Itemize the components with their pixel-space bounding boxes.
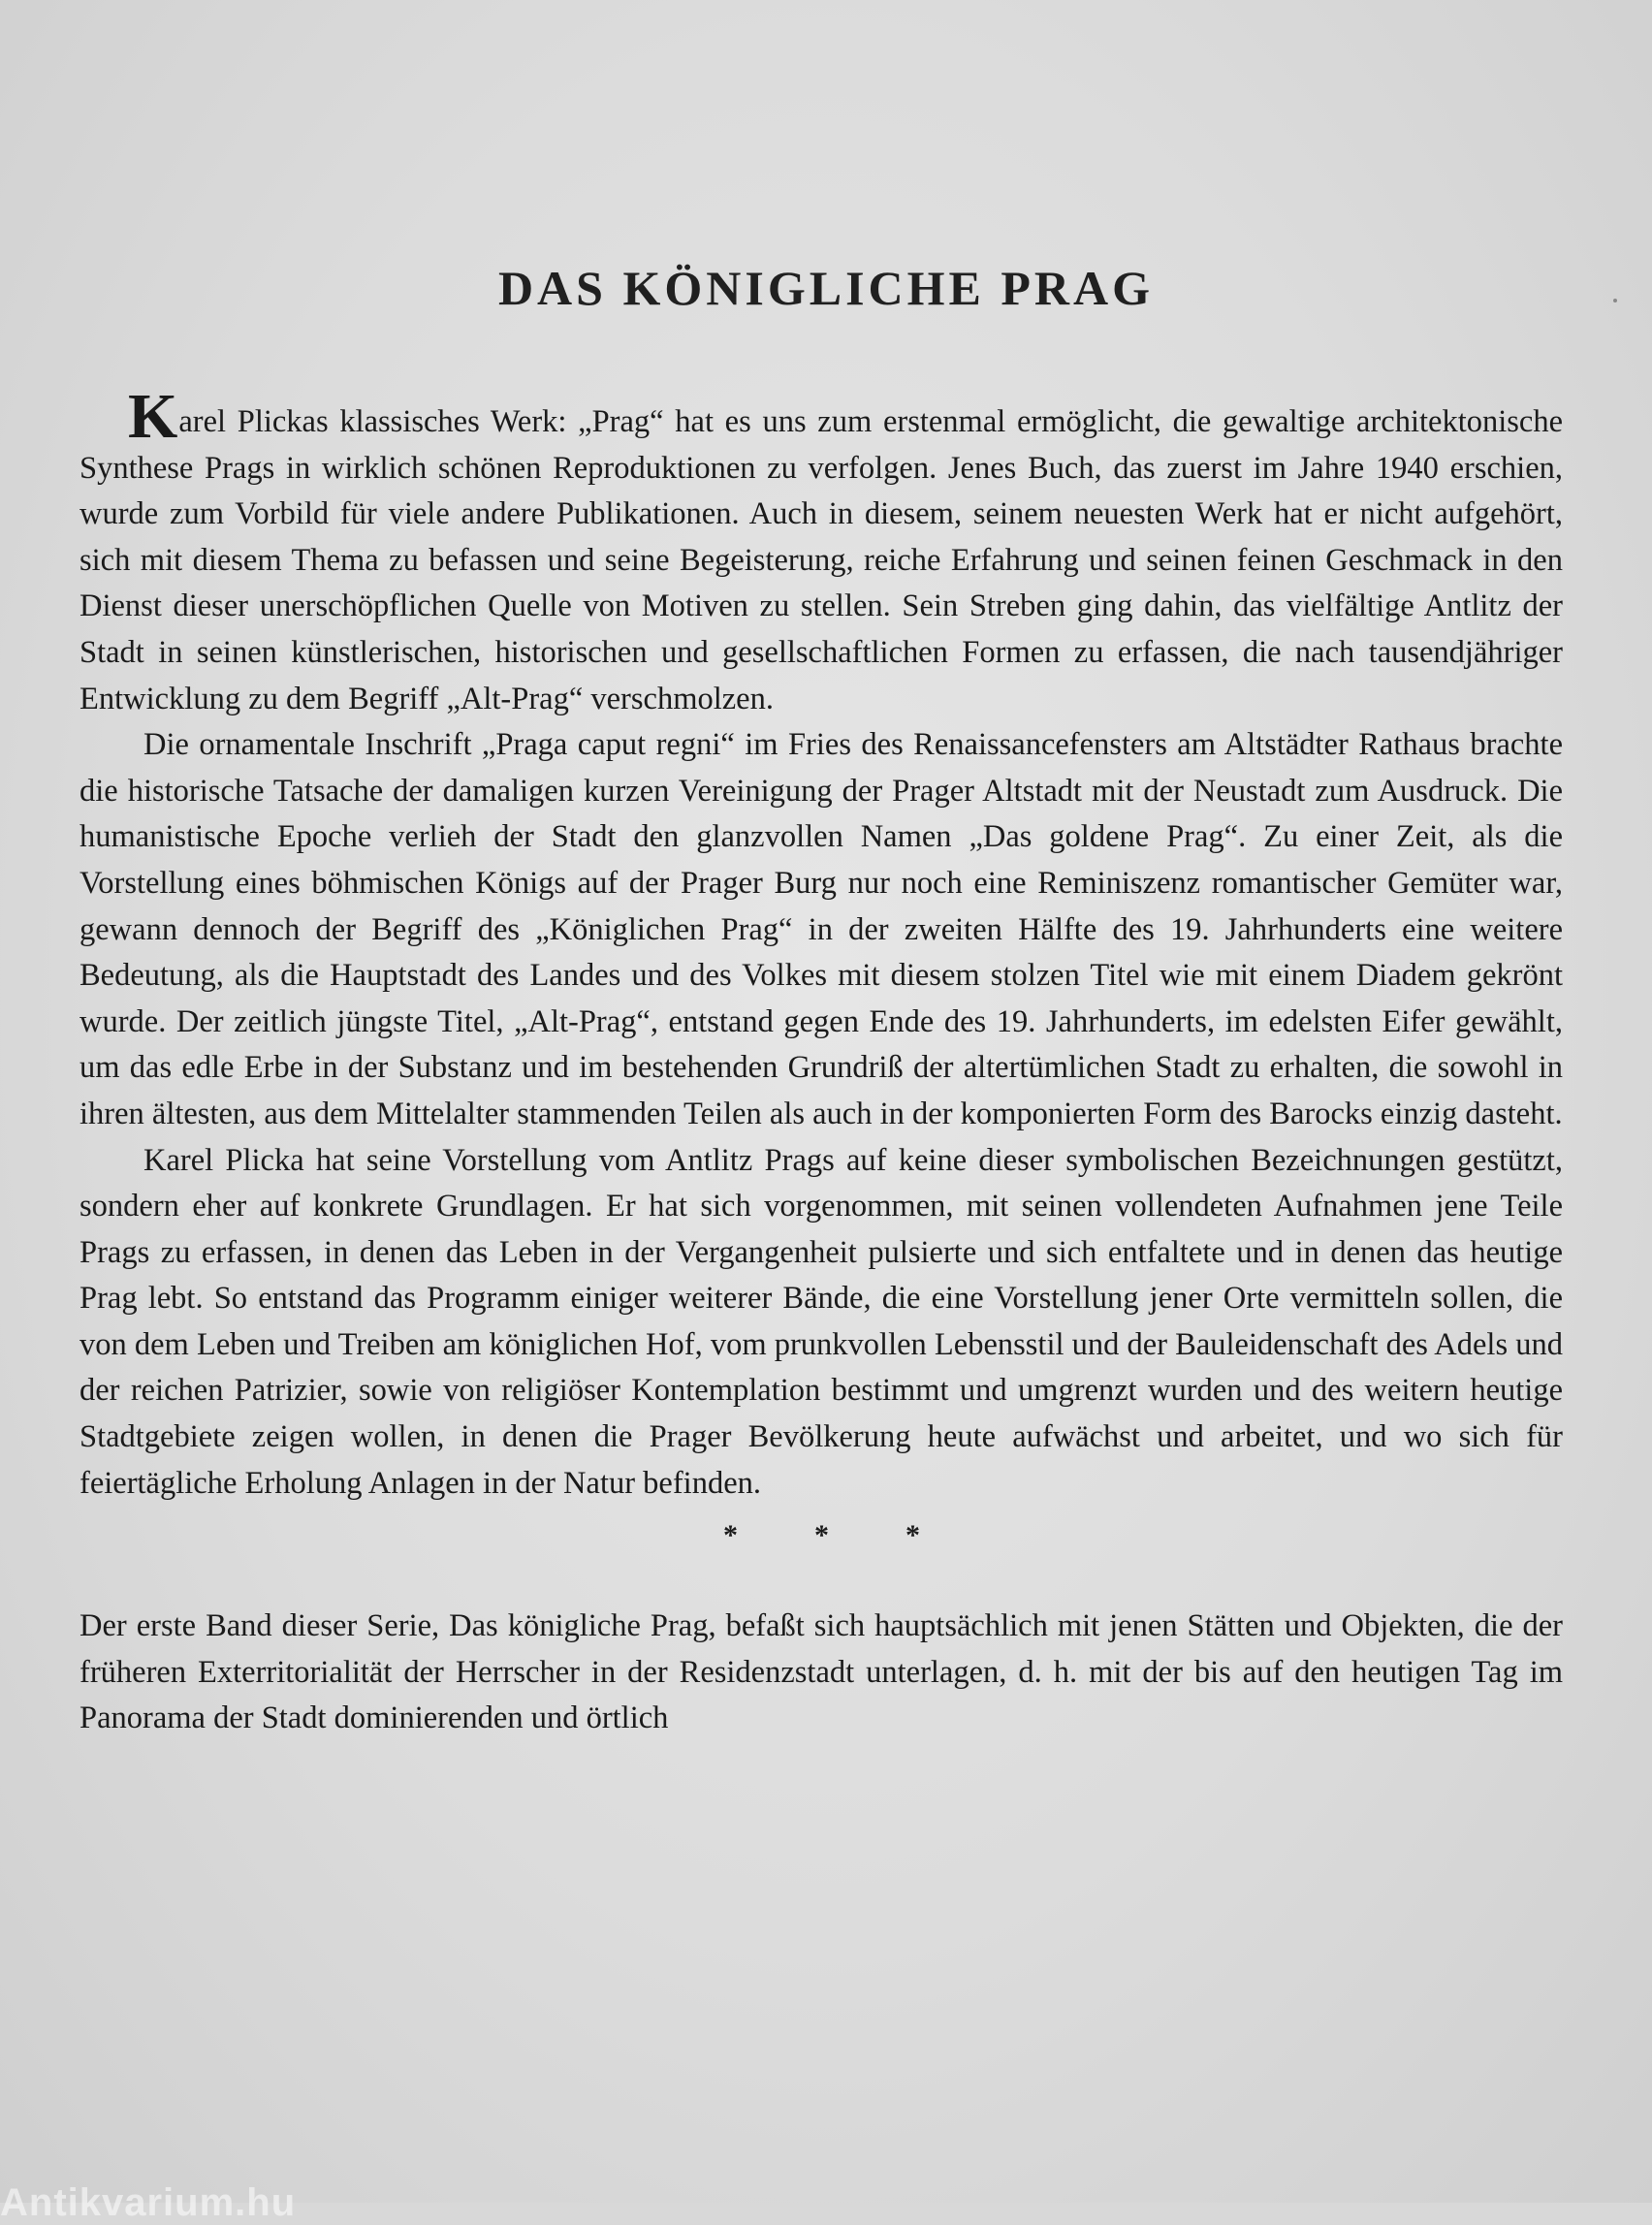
- paragraph-4: Der erste Band dieser Serie, Das königliche Prag, befaßt sich hauptsächlich mit jenen Stätten und Objekten, die der früheren Exterritorialität der Herrscher in der Residenzstadt unterlagen, d. h. mit der bis auf den heutigen Tag im Panorama der Stadt dominierenden und örtlich: [79, 1608, 1563, 1736]
- section-separator: [79, 1512, 1563, 1574]
- watermark: Antikvarium.hu: [0, 2181, 297, 2224]
- drop-cap: K: [128, 381, 178, 452]
- body-text: [79, 381, 1563, 1742]
- paragraph-3: Karel Plicka hat seine Vorstellung vom Antlitz Prags auf keine dieser symbolischen Bezeichnungen gestützt, sondern eher auf konkrete Grundlagen. Er hat sich vorgenommen, mit seinen vollendeten Aufnahmen jene Teile Prags zu erfassen, in denen das Leben in der Vergangenheit pulsierte und sich entfaltete und in denen das heutige Prag lebt. So entstand das Programm einiger weiterer Bände, die eine Vorstellung jener Orte vermitteln sollen, die von dem Leben und Treiben am königlichen Hof, vom prunkvollen Lebensstil und der Bauleidenschaft des Adels und der reichen Patrizier, sowie von religiöser Kontemplation bestimmt und umgrenzt wurden und des weitern heutige Stadtgebiete zeigen wollen, in denen die Prager Bevölkerung heute aufwächst und arbeitet, und wo sich für feiertägliche Erholung Anlagen in der Natur befinden.: [79, 1142, 1563, 1501]
- paragraph-1-text: arel Plickas klassisches Werk: „Prag“ hat es uns zum erstenmal ermöglicht, die gewaltige architektonische Synthese Prags in wirklich schönen Reproduktionen zu verfolgen. Jenes Buch, das zuerst im Jahre 1940 erschien, wurde zum Vorbild für viele andere Publikationen. Auch in diesem, seinem neuesten Werk hat er nicht aufgehört, sich mit diesem Thema zu befassen und seine Begeisterung, reiche Erfahrung und seinen feinen Geschmack in den Dienst dieser unerschöpflichen Quelle von Motiven zu stellen. Sein Streben ging dahin, das vielfältige Antlitz der Stadt in seinen künstlerischen, historischen und gesellschaftlichen Formen zu erfassen, die nach tausendjähriger Entwicklung zu dem Begriff „Alt-Prag“ verschmolzen.: [79, 404, 1563, 716]
- paragraph-2: Die ornamentale Inschrift „Praga caput regni“ im Fries des Renaissancefensters am Altstädter Rathaus brachte die historische Tatsache der damaligen kurzen Vereinigung der Prager Altstadt mit der Neustadt zum Ausdruck. Die humanistische Epoche verlieh der Stadt den glanzvollen Namen „Das goldene Prag“. Zu einer Zeit, als die Vorstellung eines böhmischen Königs auf der Prager Burg nur noch eine Reminiszenz romantischer Gemüter war, gewann dennoch der Begriff des „Königlichen Prag“ in der zweiten Hälfte des 19. Jahrhunderts eine weitere Bedeutung, als die Hauptstadt des Landes und des Volkes mit diesem stolzen Titel wie mit einem Diadem gekrönt wurde. Der zeitlich jüngste Titel, „Alt-Prag“, entstand gegen Ende des 19. Jahrhunderts, im edelsten Eifer gewählt, um das edle Erbe in der Substanz und im bestehenden Grundriß der altertümlichen Stadt zu erhalten, die sowohl in ihren ältesten, aus dem Mittelalter stammenden Teilen als auch in der komponierten Form des Barocks einzig dasteht.: [79, 727, 1563, 1131]
- asterisk: *: [905, 1519, 920, 1552]
- asterisk: *: [814, 1519, 829, 1552]
- asterisk: *: [723, 1519, 738, 1552]
- paragraph-1: [79, 381, 1563, 722]
- page-title: DAS KÖNIGLICHE PRAG: [497, 261, 1155, 315]
